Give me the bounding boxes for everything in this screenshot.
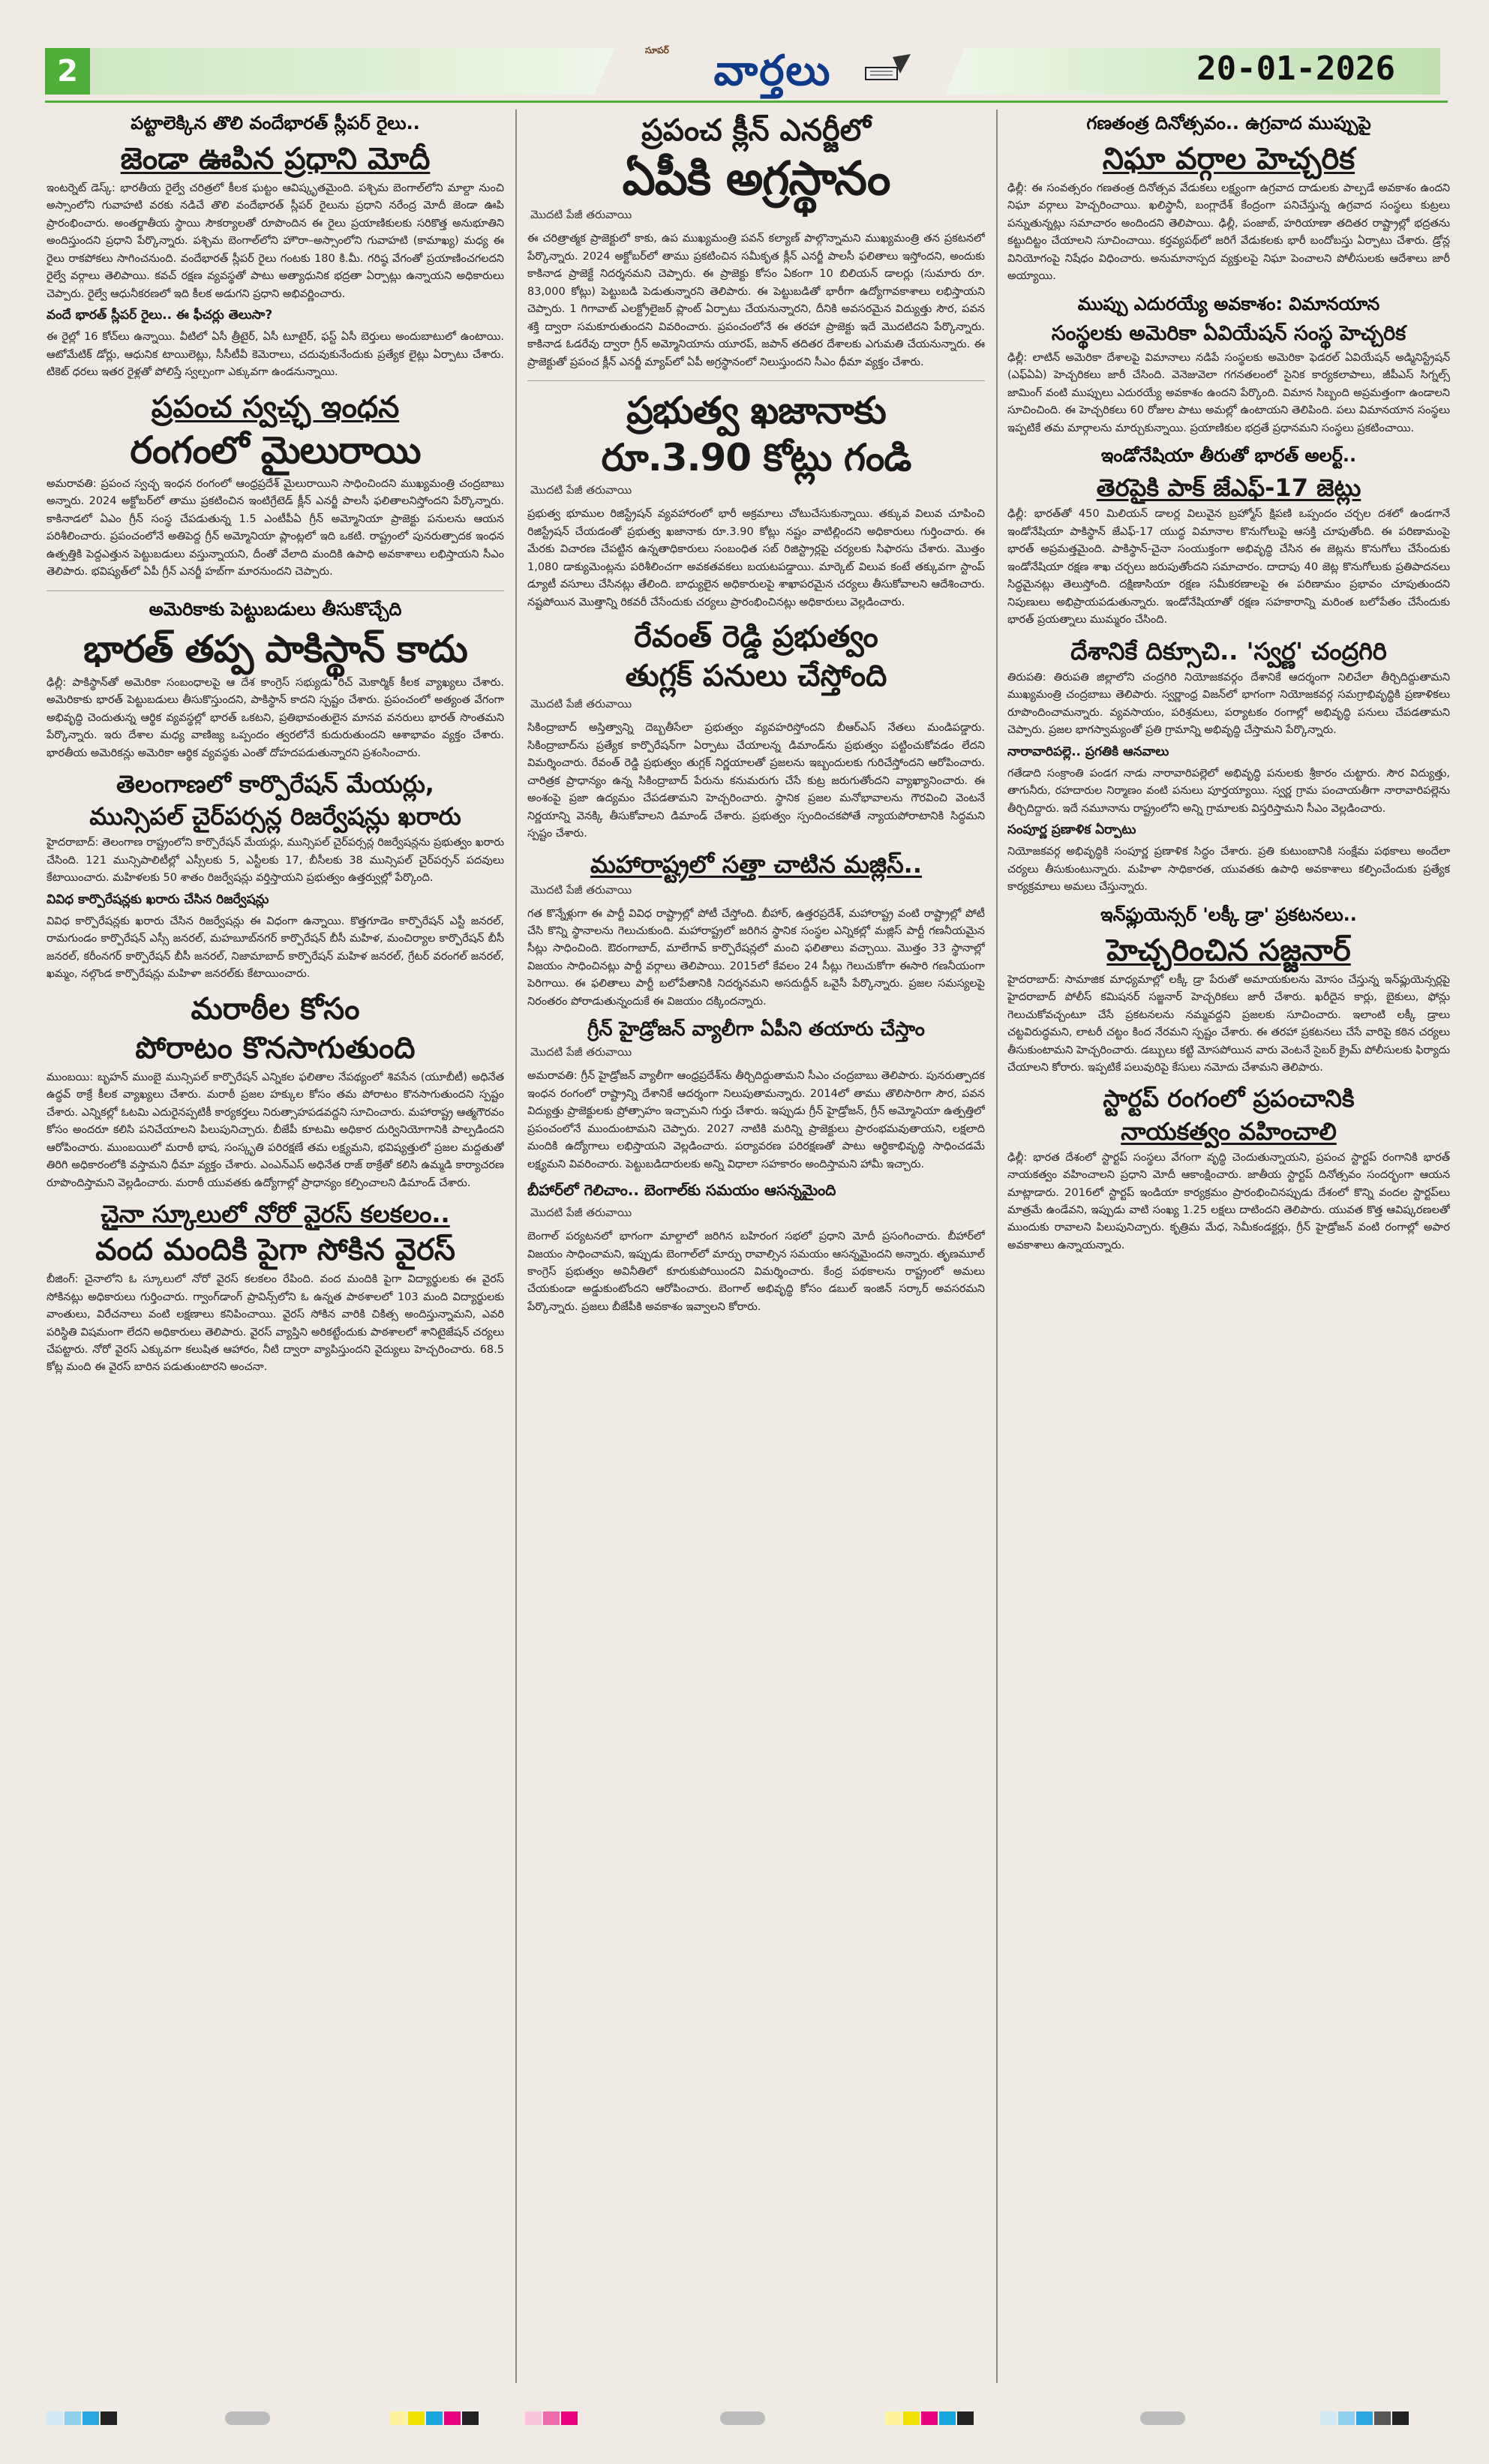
article-body: గతేడాది సంక్రాంతి పండగ నాడు నారావారిపల్లెలో అభివృద్ధి పనులకు శ్రీకారం చుట్టారు. సౌర విద్యుత్తు, తాగునీరు, రహదారుల నిర్మాణం వంటి పనులు పూర్తయ్యాయి. స్వర్ణ గ్రామ పంచాయతీగా నారావారిపల్లెను తీర్చిదిద్దారు. ఇదే నమూనాను రాష్ట్రంలోని అన్ని గ్రామాలకు విస్తరిస్తామని సీఎం వెల్లడించారు. <box>1007 767 1450 815</box>
article-republic-day <box>1007 113 1450 286</box>
article-headline: భారత్ తప్ప పాకిస్థాన్ కాదు <box>83 627 467 671</box>
color-swatch <box>1392 2411 1409 2425</box>
color-swatch <box>1356 2411 1373 2425</box>
color-swatch <box>47 2411 63 2425</box>
color-swatch <box>939 2411 956 2425</box>
article-body: ఈ చరిత్రాత్మక ప్రాజెక్టులో కాకు, ఉప ముఖ్యమంత్రి పవన్ కల్యాణ్ పాల్గొన్నామని ముఖ్యమంత్రి తన ప్రకటనలో పేర్కొన్నారు. 2024 అక్టోబర్‌లో తాము ప్రకటించిన సమీకృత క్లీన్ ఎనర్జీ పాలసీ ఫలితాలు ఇస్తోందని, అందుకు కాకినాడ ప్రాజెక్టే నిదర్శనమని చెప్పారు. ఈ ప్రాజెక్టు కోసం ఏకంగా 10 బిలియన్ డాలర్లు (సుమారు రూ. 83,000 కోట్లు) పెట్టుబడి పెడుతున్నారని తెలిపారు. ఈ పెట్టుబడితో భారీగా ఉద్యోగావకాశాలు లభిస్తాయని చెప్పారు. 1 గిగావాట్ ఎలక్ట్రోలైజర్ ప్లాంట్ ఏర్పాటు చేయనున్నారని, దీనికి అవసరమైన విద్యుత్తు సౌర, పవన శక్తి ద్వారా సమకూరుతుందని వివరించారు. ప్రపంచంలోనే ఈ తరహా ప్రాజెక్టు ఇదే మొదటిదని పేర్కొన్నారు. కాకినాడ ఓడరేవు ద్వారా గ్రీన్ అమ్మోనియాను యూరప్, జపాన్ తదితర దేశాలకు ఎగుమతి చేయనున్నారు. ఈ ప్రాజెక్టుతో ప్రపంచ క్లీన్ ఎనర్జీ మ్యాప్‌లో ఏపీ అగ్రస్థానంలో నిలుస్తుందని సీఎం ధీమా వ్యక్తం చేశారు. <box>527 233 985 368</box>
article-body: అమరావతి: గ్రీన్ హైడ్రోజన్ వ్యాలీగా ఆంధ్రప్రదేశ్‌ను తీర్చిదిద్దుతామని సీఎం చంద్రబాబు తెలిపారు. పునరుత్పాదక ఇంధన రంగంలో రాష్ట్రాన్ని దేశానికే ఆదర్శంగా నిలుపుతామన్నారు. 2014లో తాము తొలిసారిగా సౌర, పవన విద్యుత్తు ప్రాజెక్టులకు ప్రోత్సాహం ఇచ్చామని గుర్తు చేశారు. ఇప్పుడు గ్రీన్ హైడ్రోజన్, గ్రీన్ అమ్మోనియా ఉత్పత్తిలో ప్రపంచంలోనే ముందుంటామని చెప్పారు. 2027 నాటికి మరిన్ని ప్రాజెక్టులు ప్రారంభమవుతాయని, లక్షలాది మందికి ఉద్యోగాలు లభిస్తాయని వెల్లడించారు. పర్యావరణ పరిరక్షణతో పాటు ఆర్థికాభివృద్ధి సాధించడమే లక్ష్యమని వివరించారు. పెట్టుబడిదారులకు అన్ని విధాలా సహకారం అందిస్తామని హామీ ఇచ్చారు. <box>527 1070 985 1170</box>
color-swatch <box>921 2411 938 2425</box>
article-byline: మొదటి పేజీ తరువాయి <box>530 208 632 222</box>
article-body: వివిధ కార్పొరేషన్లకు ఖరారు చేసిన రిజర్వేషన్లు ఈ విధంగా ఉన్నాయి. కొత్తగూడెం కార్పొరేషన్ ఎస్టీ జనరల్, రామగుండం కార్పొరేషన్ ఎస్సీ జనరల్, మహబూబ్‌నగర్ కార్పొరేషన్ బీసీ మహిళ, మంచిర్యాల కార్పొరేషన్ బీసీ జనరల్, కరీంనగర్ కార్పొరేషన్ బీసీ జనరల్, నిజామాబాద్ కార్పొరేషన్ మహిళ జనరల్, గ్రేటర్ వరంగల్ జనరల్, ఖమ్మం, నల్గొండ కార్పొరేషన్లు మహిళా జనరల్‌కు కేటాయించారు. <box>47 915 504 981</box>
article-subheading: సంపూర్ణ ప్రణాళిక ఏర్పాటు <box>1007 822 1136 838</box>
column-1 <box>47 110 504 2383</box>
article-ap-clean-energy <box>527 113 985 371</box>
article-headline: గ్రీన్ హైడ్రోజన్ వ్యాలీగా ఏపీని తయారు చేస్తాం <box>587 1018 925 1041</box>
article-sajjanar <box>1007 904 1450 1077</box>
color-swatch <box>101 2411 117 2425</box>
article-majlis <box>527 850 985 1011</box>
color-swatch <box>1140 2411 1185 2425</box>
article-body: ఢిల్లీ: లాటిన్ అమెరికా దేశాలపై విమానాలు నడిపే సంస్థలకు అమెరికా ఫెడరల్ ఏవియేషన్ అడ్మినిస్ట్రేషన్ (ఎఫ్ఏఏ) హెచ్చరికలు జారీ చేసింది. వెనెజువెలా గగనతలంలో సైనిక కార్యకలాపాలు, జీపీఎస్ సిగ్నల్స్ జామింగ్ వంటి ముప్పులు ఎదురయ్యే అవకాశం ఉందని పేర్కొంది. విమాన సిబ్బంది అప్రమత్తంగా ఉండాలని సూచించింది. ఈ హెచ్చరికలు 60 రోజుల పాటు అమల్లో ఉంటాయని తెలిపింది. పలు విమానయాన సంస్థలు ఇప్పటికే తమ మార్గాలను మార్చుకున్నాయి. ప్రయాణికుల భద్రతే ప్రధానమని సంస్థలు ప్రకటించాయి. <box>1007 351 1450 434</box>
article-headline: రేవంత్ రెడ్డి ప్రభుత్వం <box>634 620 878 655</box>
article-headline: తుగ్లక్ పనులు చేస్తోంది <box>625 659 887 694</box>
article-byline: మొదటి పేజీ తరువాయి <box>530 1045 632 1059</box>
article-vandebharat <box>47 113 504 382</box>
article-us-investment <box>47 599 504 762</box>
color-swatch <box>543 2411 560 2425</box>
article-body: బెంగాల్ పర్యటనలో భాగంగా మాల్దాలో జరిగిన బహిరంగ సభలో ప్రధాని మోదీ ప్రసంగించారు. బీహార్‌లో విజయం సాధించామని, ఇప్పుడు బెంగాల్‌లో మార్పు రావాల్సిన సమయం ఆసన్నమైందని అన్నారు. తృణమూల్ కాంగ్రెస్ ప్రభుత్వం అవినీతిలో కూరుకుపోయిందని విమర్శించారు. కేంద్ర పథకాలను రాష్ట్రంలో అమలు చేయకుండా అడ్డుకుంటోందని ఆరోపించారు. బెంగాల్ అభివృద్ధి కోసం డబుల్ ఇంజిన్ సర్కార్ అవసరమని పేర్కొన్నారు. ప్రజలు బీజేపీకి అవకాశం ఇవ్వాలని కోరారు. <box>527 1230 985 1313</box>
color-swatch <box>444 2411 461 2425</box>
masthead-small-text: సూపర్ <box>645 45 669 56</box>
color-swatch <box>65 2411 81 2425</box>
color-swatch <box>957 2411 974 2425</box>
article-norovirus <box>47 1200 504 1377</box>
masthead-logo <box>615 45 930 98</box>
article-body: హైదరాబాద్: సామాజిక మాధ్యమాల్లో లక్కీ డ్రా పేరుతో అమాయకులను మోసం చేస్తున్న ఇన్‌ఫ్లుయెన్సర్లపై హైదరాబాద్ పోలీస్ కమిషనర్ సజ్జనార్ హెచ్చరికలు జారీ చేశారు. ఖరీదైన కార్లు, బైకులు, ఫోన్లు గెలుచుకోవచ్చంటూ చేసే ప్రకటనలను నమ్మవద్దని ప్రజలకు సూచించారు. ఇలాంటి లక్కీ డ్రాలు చట్టవిరుద్ధమని, లాటరీ చట్టం కింద నేరమని స్పష్టం చేశారు. ఈ తరహా ప్రకటనలు చేసే వారిపై కఠిన చర్యలు తీసుకుంటామని హెచ్చరించారు. డబ్బులు కట్టి మోసపోయిన వారు వెంటనే సైబర్ క్రైమ్ పోలీసులకు ఫిర్యాదు చేయాలని కోరారు. ఇప్పటికే పలువురిపై కేసులు నమోదు చేశామని తెలిపారు. <box>1007 973 1450 1074</box>
column-2 <box>527 110 985 2383</box>
article-kicker: పట్టాలెక్కిన తొలి వందేభారత్ స్లీపర్ రైలు.. <box>131 113 420 134</box>
color-swatch <box>225 2411 270 2425</box>
article-bihar-bengal <box>527 1181 985 1316</box>
article-body: ఇంటర్నెట్ డెస్క్: భారతీయ రైల్వే చరిత్రలో కీలక ఘట్టం ఆవిష్కృతమైంది. పశ్చిమ బెంగాల్‌లోని మాల్దా నుంచి అస్సాంలోని గువాహటి వరకు నడిచే తొలి వందేభారత్ స్లీపర్ రైలును ప్రధాని నరేంద్ర మోదీ జెండా ఊపి ప్రారంభించారు. అంతర్జాతీయ స్థాయి సౌకర్యాలతో రూపొందిన ఈ రైలు ప్రయాణికులకు సరికొత్త అనుభూతిని అందిస్తుందని ప్రధాని పేర్కొన్నారు. పశ్చిమ బెంగాల్‌లోని హౌరా–అస్సాంలోని గువాహటి (కామాఖ్య) మధ్య ఈ రైలు రాకపోకలు సాగించనుంది. వందేభారత్ స్లీపర్ రైలు గంటకు 180 కి.మీ. గరిష్ఠ వేగంతో ప్రయాణించగలదని రైల్వే వర్గాలు తెలిపాయి. కవచ్ రక్షణ వ్యవస్థతో పాటు అత్యాధునిక భద్రతా ఏర్పాట్లు ఉన్నాయని అధికారులు చెప్పారు. రైల్వే ఆధునీకరణలో ఇది కీలక అడుగని ప్రధాని అభివర్ణించారు. <box>47 182 504 300</box>
article-body: ఢిల్లీ: ఈ సంవత్సరం గణతంత్ర దినోత్సవ వేడుకలు లక్ష్యంగా ఉగ్రవాద దాడులకు పాల్పడే అవకాశం ఉందని నిఘా వర్గాలు హెచ్చరించాయి. ఖలిస్థానీ, బంగ్లాదేశ్ కేంద్రంగా పనిచేస్తున్న ఉగ్రవాద సంస్థలు కుట్రలు పన్నుతున్నట్లు సమాచారం అందిందని తెలిపాయి. ఢిల్లీ, పంజాబ్, హరియాణా తదితర రాష్ట్రాల్లో భద్రతను కట్టుదిట్టం చేయాలని సూచించాయి. కర్తవ్యపథ్‌లో జరిగే వేడుకలకు భారీ బందోబస్తు ఏర్పాటు చేశారు. డ్రోన్ల వినియోగంపై నిషేధం విధించారు. అనుమానాస్పద వ్యక్తులపై నిఘా పెంచాలని పోలీసులకు ఆదేశాలు జారీ అయ్యాయి. <box>1007 182 1450 283</box>
article-body: నియోజకవర్గ అభివృద్ధికి సంపూర్ణ ప్రణాళిక సిద్ధం చేశారు. ప్రతి కుటుంబానికి సంక్షేమ పథకాలు అందేలా చర్యలు తీసుకుంటున్నారు. మహిళా సాధికారత, యువతకు ఉపాధి అవకాశాలు కల్పించేందుకు ప్రత్యేక కార్యక్రమాలు అమలు చేస్తున్నారు. <box>1007 846 1450 894</box>
color-swatch <box>83 2411 99 2425</box>
article-body: తిరుపతి: తిరుపతి జిల్లాలోని చంద్రగిరి నియోజకవర్గం దేశానికే ఆదర్శంగా నిలిచేలా తీర్చిదిద్దుతామని ముఖ్యమంత్రి చంద్రబాబు తెలిపారు. స్వర్ణాంధ్ర విజన్‌లో భాగంగా నియోజకవర్గ సమగ్రాభివృద్ధికి ప్రణాళికలు రూపొందించామన్నారు. వ్యవసాయం, పరిశ్రమలు, పర్యాటకం రంగాల్లో అభివృద్ధి పనులు చేపడతామని చెప్పారు. ప్రజల భాగస్వామ్యంతో ప్రతి గ్రామాన్ని అభివృద్ధి చేస్తామని పేర్కొన్నారు. <box>1007 671 1450 737</box>
article-body: ముంబయి: బృహన్ ముంబై మున్సిపల్ కార్పొరేషన్ ఎన్నికల ఫలితాల నేపథ్యంలో శివసేన (యూబీటీ) అధినేత ఉద్ధవ్ ఠాక్రే కీలక వ్యాఖ్యలు చేశారు. మరాఠీ ప్రజల హక్కుల కోసం తమ పోరాటం కొనసాగుతుందని స్పష్టం చేశారు. ఎన్నికల్లో ఓటమి ఎదురైనప్పటికీ కార్యకర్తలు నిరుత్సాహపడవద్దని సూచించారు. మహారాష్ట్ర ఆత్మగౌరవం కోసం అందరూ కలిసి పనిచేయాలని పిలుపునిచ్చారు. బీజేపీ కూటమి అధికార దుర్వినియోగానికి పాల్పడిందని ఆరోపించారు. ముంబయిలో మరాఠీ భాష, సంస్కృతి పరిరక్షణే తమ లక్ష్యమని, భవిష్యత్తులో ప్రజల మద్దతుతో తిరిగి అధికారంలోకి వస్తామని ధీమా వ్యక్తం చేశారు. ఎంఎన్ఎస్ అధినేత రాజ్ ఠాక్రేతో కలిసి ఉమ్మడి కార్యాచరణ రూపొందిస్తామని వెల్లడించారు. మరాఠీ యువతకు ఉద్యోగాల్లో ప్రాధాన్యం కల్పించాలని డిమాండ్ చేశారు. <box>47 1071 504 1189</box>
article-jf17 <box>1007 445 1450 629</box>
color-swatch <box>525 2411 542 2425</box>
article-kicker: ఇండోనేషియా తీరుతో భారత్ అలర్ట్.. <box>1100 445 1357 467</box>
article-headline: ప్రపంచ క్లీన్ ఎనర్జీలో <box>641 113 871 148</box>
color-swatch <box>408 2411 425 2425</box>
article-body: ఢిల్లీ: పాకిస్థాన్‌తో అమెరికా సంబంధాలపై ఆ దేశ కాంగ్రెస్ సభ్యుడు రిచ్ మెకార్మిక్ కీలక వ్యాఖ్యలు చేశారు. అమెరికాకు భారత్‌ పెట్టుబడులు తీసుకొస్తుందని, పాకిస్థాన్ కాదని స్పష్టం చేశారు. ప్రపంచంలో అత్యంత వేగంగా అభివృద్ధి చెందుతున్న ఆర్థిక వ్యవస్థల్లో భారత్ ఒకటని, ప్రతిభావంతులైన మానవ వనరులు భారత్ సొంతమని పేర్కొన్నారు. ఇరు దేశాల మధ్య వాణిజ్య ఒప్పందం త్వరలోనే కుదురుతుందని ఆశాభావం వ్యక్తం చేశారు. భారతీయ అమెరికన్లు అమెరికా ఆర్థిక వ్యవస్థకు ఎంతో దోహదపడుతున్నారని ప్రశంసించారు. <box>47 676 504 759</box>
article-clean-energy <box>47 389 504 581</box>
article-body: అమరావతి: ప్రపంచ స్వచ్ఛ ఇంధన రంగంలో ఆంధ్రప్రదేశ్ మైలురాయిని సాధించిందని ముఖ్యమంత్రి చంద్రబాబు అన్నారు. 2024 అక్టోబర్‌లో తాము ప్రకటించిన ఇంటిగ్రేటెడ్ క్లీన్ ఎనర్జీ పాలసీ ఫలితాలనిస్తోందని పేర్కొన్నారు. కాకినాడలో ఏఎం గ్రీన్ సంస్థ చేపడుతున్న 1.5 ఎంటీపీఏ గ్రీన్ అమ్మోనియా ప్రాజెక్టు పనులను ఆయన పరిశీలించారు. ప్రపంచంలోనే అతిపెద్ద గ్రీన్ అమ్మోనియా ప్లాంట్లలో ఇది ఒకటి. రాష్ట్రంలో పునరుత్పాదక ఇంధన ఉత్పత్తికి పెద్దఎత్తున పెట్టుబడులు వస్తున్నాయని, దీంతో వేలాది మందికి ఉపాధి అవకాశాలు లభిస్తాయని సీఎం తెలిపారు. భవిష్యత్‌లో ఏపీ గ్రీన్ ఎనర్జీ హబ్‌గా మారనుందని చెప్పారు. <box>47 477 504 578</box>
article-treasury-loss <box>527 389 985 611</box>
article-chandragiri <box>1007 637 1450 897</box>
page-header <box>45 45 1448 98</box>
divider <box>527 380 985 381</box>
article-body: హైదరాబాద్: తెలంగాణ రాష్ట్రంలోని కార్పొరేషన్ మేయర్లు, మున్సిపల్ చైర్‌పర్సన్ల రిజర్వేషన్లను ప్రభుత్వం ఖరారు చేసింది. 121 మున్సిపాలిటీల్లో ఎస్సీలకు 5, ఎస్టీలకు 17, బీసీలకు 38 మున్సిపల్ చైర్‌పర్సన్ పదవులు కేటాయించారు. మహిళలకు 50 శాతం రిజర్వేషన్లు వర్తిస్తాయని ప్రభుత్వం ఉత్తర్వుల్లో పేర్కొంది. <box>47 837 504 885</box>
article-body: బీజింగ్: చైనాలోని ఓ స్కూలులో నోరో వైరస్ కలకలం రేపింది. వంద మందికి పైగా విద్యార్థులకు ఈ వైరస్ సోకినట్లు అధికారులు గుర్తించారు. గ్వాంగ్‌డాంగ్ ప్రావిన్స్‌లోని ఓ ఉన్నత పాఠశాలలో 103 మంది విద్యార్థులకు వాంతులు, విరేచనాలు వంటి లక్షణాలు కనిపించాయి. వైరస్ సోకిన వారికి చికిత్స అందిస్తున్నామని, ఎవరి పరిస్థితి విషమంగా లేదని అధికారులు తెలిపారు. వైరస్ వ్యాప్తిని అరికట్టేందుకు పాఠశాలలో శానిటైజేషన్ చర్యలు చేపట్టారు. నోరో వైరస్ ఎక్కువగా కలుషిత ఆహారం, నీటి ద్వారా వ్యాపిస్తుందని వైద్యులు హెచ్చరించారు. 68.5 కోట్ల మంది ఈ వైరస్ బారిన పడుతుంటారని అంచనా. <box>47 1273 504 1374</box>
article-headline: తెలంగాణలో కార్పొరేషన్ మేయర్లు, <box>116 770 434 799</box>
article-headline: ప్రపంచ స్వచ్ఛ ఇంధన <box>151 389 400 425</box>
article-body: గత కొన్నేళ్లుగా ఈ పార్టీ వివిధ రాష్ట్రాల్లో పోటీ చేస్తోంది. బీహార్, ఉత్తరప్రదేశ్, మహారాష్ట్ర వంటి రాష్ట్రాల్లో పోటీ చేసి కొన్ని స్థానాలను గెలుచుకుంది. మహారాష్ట్రలో జరిగిన స్థానిక సంస్థల ఎన్నికల్లో మజ్లిస్ పార్టీ గణనీయమైన సీట్లు సాధించింది. ఔరంగాబాద్, మాలేగావ్ కార్పొరేషన్లలో మంచి ఫలితాలు వచ్చాయి. మొత్తం 33 స్థానాల్లో విజయం సాధించినట్లు పార్టీ వర్గాలు తెలిపాయి. 2015లో కేవలం 24 సీట్లు గెలుచుకోగా ఈసారి గణనీయంగా పెరిగాయి. ఈ ఫలితాలు పార్టీ బలోపేతానికి నిదర్శనమని అసదుద్దీన్ ఒవైసీ పేర్కొన్నారు. ప్రజల సమస్యలపై నిరంతరం పోరాడుతున్నందుకే ఈ విజయం దక్కిందన్నారు. <box>527 907 985 1008</box>
article-headline: నిఘా వర్గాల హెచ్చరిక <box>1102 142 1355 176</box>
article-body: ఢిల్లీ: భారత దేశంలో స్టార్టప్ సంస్థలు వేగంగా వృద్ధి చెందుతున్నాయని, ప్రపంచ స్టార్టప్ రంగానికి భారత్ నాయకత్వం వహించాలని ప్రధాని మోదీ ఆకాంక్షించారు. జాతీయ స్టార్టప్ దినోత్సవం సందర్భంగా ఆయన మాట్లాడారు. 2016లో స్టార్టప్ ఇండియా కార్యక్రమం ప్రారంభించినప్పుడు దేశంలో కొన్ని వందల స్టార్టప్‌లు మాత్రమే ఉండేవని, ఇప్పుడు వాటి సంఖ్య 1.25 లక్షలు దాటిందని తెలిపారు. యువత కొత్త ఆవిష్కరణలతో ముందుకు రావాలని పిలుపునిచ్చారు. కృత్రిమ మేధ, సెమీకండక్టర్లు, గ్రీన్ హైడ్రోజన్ వంటి రంగాల్లో అపార అవకాశాలు ఉన్నాయన్నారు. <box>1007 1151 1450 1252</box>
article-revanth <box>527 619 985 843</box>
article-headline: ఏపీకి అగ్రస్థానం <box>622 151 890 206</box>
print-color-bar <box>0 2411 1489 2426</box>
color-swatch <box>1338 2411 1355 2425</box>
article-telangana-reservations <box>47 770 504 983</box>
color-swatch <box>1320 2411 1337 2425</box>
article-green-hydrogen <box>527 1018 985 1173</box>
article-headline: బీహార్‌లో గెలిచాం.. బెంగాల్‌కు సమయం ఆసన్నమైంది <box>527 1181 836 1200</box>
article-body: ప్రభుత్వ భూముల రిజిస్ట్రేషన్ వ్యవహారంలో భారీ అక్రమాలు చోటుచేసుకున్నాయి. తక్కువ విలువ చూపించి రిజిస్ట్రేషన్ చేయడంతో ప్రభుత్వ ఖజానాకు రూ.3.90 కోట్లు నష్టం వాటిల్లిందని అధికారులు గుర్తించారు. ఈ మేరకు విచారణ చేపట్టిన ఉన్నతాధికారులు సంబంధిత సబ్ రిజిస్ట్రార్లపై చర్యలకు సిఫారసు చేశారు. మొత్తం 1,080 డాక్యుమెంట్లను పరిశీలించగా అవకతవకలు బయటపడ్డాయి. మార్కెట్ విలువ కంటే తక్కువగా స్టాంప్ డ్యూటీ వసూలు చేసినట్లు తేలింది. బాధ్యులైన అధికారులపై శాఖాపరమైన చర్యలు తీసుకోవాలని ఆదేశించారు. నష్టపోయిన మొత్తాన్ని రికవరీ చేసేందుకు చర్యలు ప్రారంభించినట్లు అధికారులు వెల్లడించారు. <box>527 508 985 608</box>
article-startup <box>1007 1084 1450 1255</box>
issue-date: 20-01-2026 <box>1196 50 1395 88</box>
header-band-left <box>90 48 615 95</box>
article-kicker: ముప్పు ఎదురయ్యే అవకాశం: విమానయాన <box>1077 293 1380 314</box>
article-headline: తెరపైకి పాక్ జేఎఫ్-17 జెట్లు <box>1096 473 1361 503</box>
article-headline: మరాఠీల కోసం <box>191 991 360 1026</box>
color-swatch <box>1374 2411 1391 2425</box>
article-subheading: వివిధ కార్పొరేషన్లకు ఖరారు చేసిన రిజర్వేషన్లు <box>47 891 269 907</box>
article-headline: మున్సిపల్ చైర్‌పర్సన్ల రిజర్వేషన్లు ఖరారు <box>89 802 461 831</box>
article-headline: జెండా ఊపిన ప్రధాని మోదీ <box>120 142 431 176</box>
article-headline: మహారాష్ట్రలో సత్తా చాటిన మజ్లిస్.. <box>590 850 922 879</box>
color-swatch <box>561 2411 578 2425</box>
article-byline: మొదటి పేజీ తరువాయి <box>530 483 632 497</box>
color-swatch <box>390 2411 407 2425</box>
article-subheading: వందే భారత్ స్లీపర్ రైలు.. ఈ ఫీచర్లు తెలుసా? <box>47 308 273 323</box>
article-byline: మొదటి పేజీ తరువాయి <box>530 882 632 897</box>
article-kicker: ఇన్‌ఫ్లుయెన్సర్ 'లక్కీ డ్రా' ప్రకటనలు.. <box>1100 903 1357 925</box>
article-body: ఢిల్లీ: భారత్‌తో 450 మిలియన్ డాలర్ల విలువైన బ్రహ్మోస్ క్షిపణి ఒప్పందం చర్చల దశలో ఉండగానే ఇండోనేషియా పాకిస్థాన్ జేఎఫ్-17 యుద్ధ విమానాల కొనుగోలుపై ఆసక్తి చూపుతోంది. ఈ పరిణామంపై భారత్ అప్రమత్తమైంది. పాకిస్థాన్-చైనా సంయుక్తంగా అభివృద్ధి చేసిన ఈ జెట్లను కొనుగోలు చేసేందుకు ఇండోనేషియా రక్షణ శాఖ చర్చలు జరుపుతోందని సమాచారం. దాదాపు 40 జెట్ల కొనుగోలుకు ప్రతిపాదనలు సిద్ధమైనట్లు తెలుస్తోంది. దక్షిణాసియా రక్షణ సమీకరణాలపై ఈ పరిణామం ప్రభావం చూపుతుందని నిపుణులు అభిప్రాయపడుతున్నారు. ఇండోనేషియాతో రక్షణ సహకారాన్ని మరింత బలోపేతం చేసేందుకు భారత్ ప్రయత్నాలు ముమ్మరం చేసింది. <box>1007 508 1450 627</box>
article-headline: దేశానికే దిక్సూచి.. 'స్వర్ణ' చంద్రగిరి <box>1070 636 1387 666</box>
column-rule <box>515 110 517 2383</box>
article-headline: పోరాటం కొనసాగుతుంది <box>135 1030 416 1065</box>
article-headline: స్టార్టప్ రంగంలో ప్రపంచానికి <box>1103 1084 1355 1113</box>
column-3 <box>1007 110 1450 2383</box>
article-headline: సంస్థలకు అమెరికా ఏవియేషన్ సంస్థ హెచ్చరిక <box>1051 321 1406 345</box>
masthead-name: వార్తలు <box>713 47 832 95</box>
article-headline: వంద మందికి పైగా సోకిన వైరస్ <box>95 1233 455 1268</box>
color-swatch <box>720 2411 765 2425</box>
article-headline: హెచ్చరించిన సజ్జనార్ <box>1106 933 1351 968</box>
divider <box>47 590 504 591</box>
article-kicker: చైనా స్కూలులో నోరో వైరస్ కలకలం.. <box>101 1200 450 1229</box>
article-subheading: నారావారిపల్లె.. ప్రగతికి ఆనవాలు <box>1007 744 1169 759</box>
article-kicker: గణతంత్ర దినోత్సవం.. ఉగ్రవాద ముప్పుపై <box>1086 113 1371 134</box>
article-body: సికింద్రాబాద్ అస్తిత్వాన్ని దెబ్బతీసేలా ప్రభుత్వం వ్యవహరిస్తోందని బీఆర్ఎస్ నేతలు మండిపడ్డారు. సికింద్రాబాద్‌ను ప్రత్యేక కార్పొరేషన్‌గా ఏర్పాటు చేయాలన్న డిమాండ్‌ను ప్రభుత్వం పట్టించుకోవడం లేదని విమర్శించారు. రేవంత్ రెడ్డి ప్రభుత్వం తుగ్లక్ నిర్ణయాలతో ప్రజలను ఇబ్బందులకు గురిచేస్తోందని ఆరోపించారు. చారిత్రక ప్రాధాన్యం ఉన్న సికింద్రాబాద్ పేరును కనుమరుగు చేసే కుట్ర జరుగుతోందని వ్యాఖ్యానించారు. ఈ అంశంపై ప్రజా ఉద్యమం చేపడతామని హెచ్చరించారు. స్థానిక ప్రజల మనోభావాలను గౌరవించి వెంటనే నిర్ణయాన్ని వెనక్కి తీసుకోవాలని డిమాండ్ చేశారు. ప్రభుత్వం స్పందించకపోతే న్యాయపోరాటానికి సిద్ధమని స్పష్టం చేశారు. <box>527 722 985 840</box>
article-byline: మొదటి పేజీ తరువాయి <box>530 697 632 711</box>
article-byline: మొదటి పేజీ తరువాయి <box>530 1206 632 1220</box>
article-headline: రంగంలో మైలురాయి <box>130 428 421 472</box>
pen-icon <box>863 53 915 87</box>
header-rule <box>45 101 1448 103</box>
article-headline: ప్రభుత్వ ఖజానాకు <box>626 389 886 433</box>
article-body: ఈ రైల్లో 16 కోచ్‌లు ఉన్నాయి. వీటిలో ఏసీ త్రీటైర్, ఏసీ టూటైర్, ఫస్ట్ ఏసీ బెర్తులు అందుబాటులో ఉంటాయి. ఆటోమేటిక్ డోర్లు, ఆధునిక టాయిలెట్లు, సీసీటీవీ కెమెరాలు, చదువుకునేందుకు ప్రత్యేక లైట్లు ఏర్పాటు చేశారు. టికెట్ ధరలు ఇతర రైళ్లతో పోలిస్తే స్వల్పంగా ఎక్కువగా ఉండనున్నాయి. <box>47 331 504 379</box>
article-headline: రూ.3.90 కోట్లు గండి <box>601 436 911 480</box>
column-rule <box>996 110 998 2383</box>
color-swatch <box>903 2411 920 2425</box>
color-swatch <box>426 2411 443 2425</box>
article-marathi <box>47 991 504 1192</box>
color-swatch <box>885 2411 902 2425</box>
article-aviation-warning <box>1007 293 1450 437</box>
page-number: 2 <box>45 48 90 95</box>
article-headline: నాయకత్వం వహించాలి <box>1121 1116 1337 1146</box>
article-kicker: అమెరికాకు పెట్టుబడులు తీసుకొచ్చేది <box>149 598 402 620</box>
color-swatch <box>462 2411 479 2425</box>
